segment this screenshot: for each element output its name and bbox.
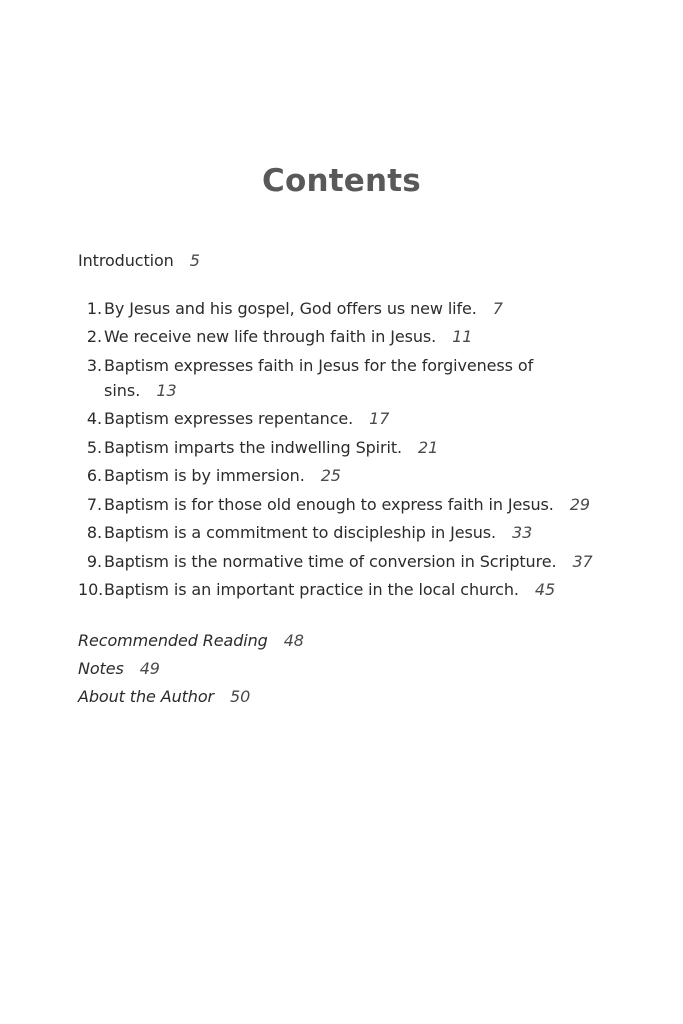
toc-chapter-title: Baptism expresses repentance.	[104, 409, 354, 428]
toc-chapter-3-continuation	[104, 381, 177, 401]
page-title: Contents	[262, 163, 421, 199]
toc-chapter-number: 7.	[86, 495, 102, 514]
toc-introduction-label: Introduction	[78, 251, 174, 270]
toc-chapter-title: Baptism is by immersion.	[104, 466, 305, 485]
toc-chapter-page: 29	[569, 495, 590, 514]
toc-chapter-6	[86, 466, 341, 486]
toc-notes	[78, 659, 160, 679]
toc-chapter-page: 25	[320, 466, 341, 485]
toc-chapter-number: 6.	[86, 466, 102, 485]
toc-chapter-number: 2.	[86, 327, 102, 346]
toc-chapter-number: 8.	[86, 523, 102, 542]
toc-introduction-page: 5	[189, 251, 200, 270]
toc-chapter-number: 10.	[78, 580, 104, 599]
toc-chapter-title: Baptism expresses faith in Jesus for the forgiveness of	[104, 356, 534, 375]
toc-chapter-number: 5.	[86, 438, 102, 457]
toc-chapter-8	[86, 523, 533, 543]
toc-chapter-1	[86, 299, 503, 319]
toc-chapter-number: 9.	[86, 552, 102, 571]
toc-chapter-page: 13	[156, 381, 177, 400]
toc-chapter-title: Baptism is an important practice in the local church.	[104, 580, 519, 599]
toc-back-matter-label: About the Author	[78, 687, 215, 706]
toc-chapter-title: Baptism imparts the indwelling Spirit.	[104, 438, 403, 457]
toc-chapter-3	[86, 356, 534, 376]
toc-recommended-reading	[78, 631, 304, 651]
toc-back-matter-page: 50	[230, 687, 251, 706]
toc-back-matter-page: 48	[283, 631, 304, 650]
toc-about-the-author	[78, 687, 250, 707]
toc-chapter-title: Baptism is the normative time of conversion in Scripture.	[104, 552, 557, 571]
toc-chapter-title-cont: sins.	[104, 381, 141, 400]
toc-chapter-page: 33	[512, 523, 533, 542]
toc-chapter-4	[86, 409, 390, 429]
toc-chapter-title: Baptism is for those old enough to express faith in Jesus.	[104, 495, 554, 514]
toc-chapter-number: 1.	[86, 299, 102, 318]
toc-introduction	[78, 251, 200, 271]
toc-chapter-number: 4.	[86, 409, 102, 428]
toc-chapter-page: 21	[418, 438, 439, 457]
toc-chapter-page: 45	[534, 580, 556, 599]
toc-back-matter-label: Recommended Reading	[78, 631, 268, 650]
toc-chapter-7	[86, 495, 590, 515]
toc-chapter-title: Baptism is a commitment to discipleship in Jesus.	[104, 523, 496, 542]
toc-chapter-page: 11	[452, 327, 473, 346]
toc-chapter-10	[78, 580, 556, 600]
toc-back-matter-page: 49	[139, 659, 160, 678]
toc-chapter-title: We receive new life through faith in Jesus.	[104, 327, 437, 346]
toc-back-matter-label: Notes	[78, 659, 124, 678]
toc-chapter-title: By Jesus and his gospel, God offers us new life.	[104, 299, 477, 318]
toc-chapter-number: 3.	[86, 356, 102, 375]
toc-chapter-2	[86, 327, 473, 347]
toc-chapter-5	[86, 438, 439, 458]
toc-chapter-9	[86, 552, 593, 572]
toc-chapter-page: 7	[492, 299, 503, 318]
toc-chapter-page: 17	[369, 409, 390, 428]
toc-chapter-page: 37	[572, 552, 593, 571]
